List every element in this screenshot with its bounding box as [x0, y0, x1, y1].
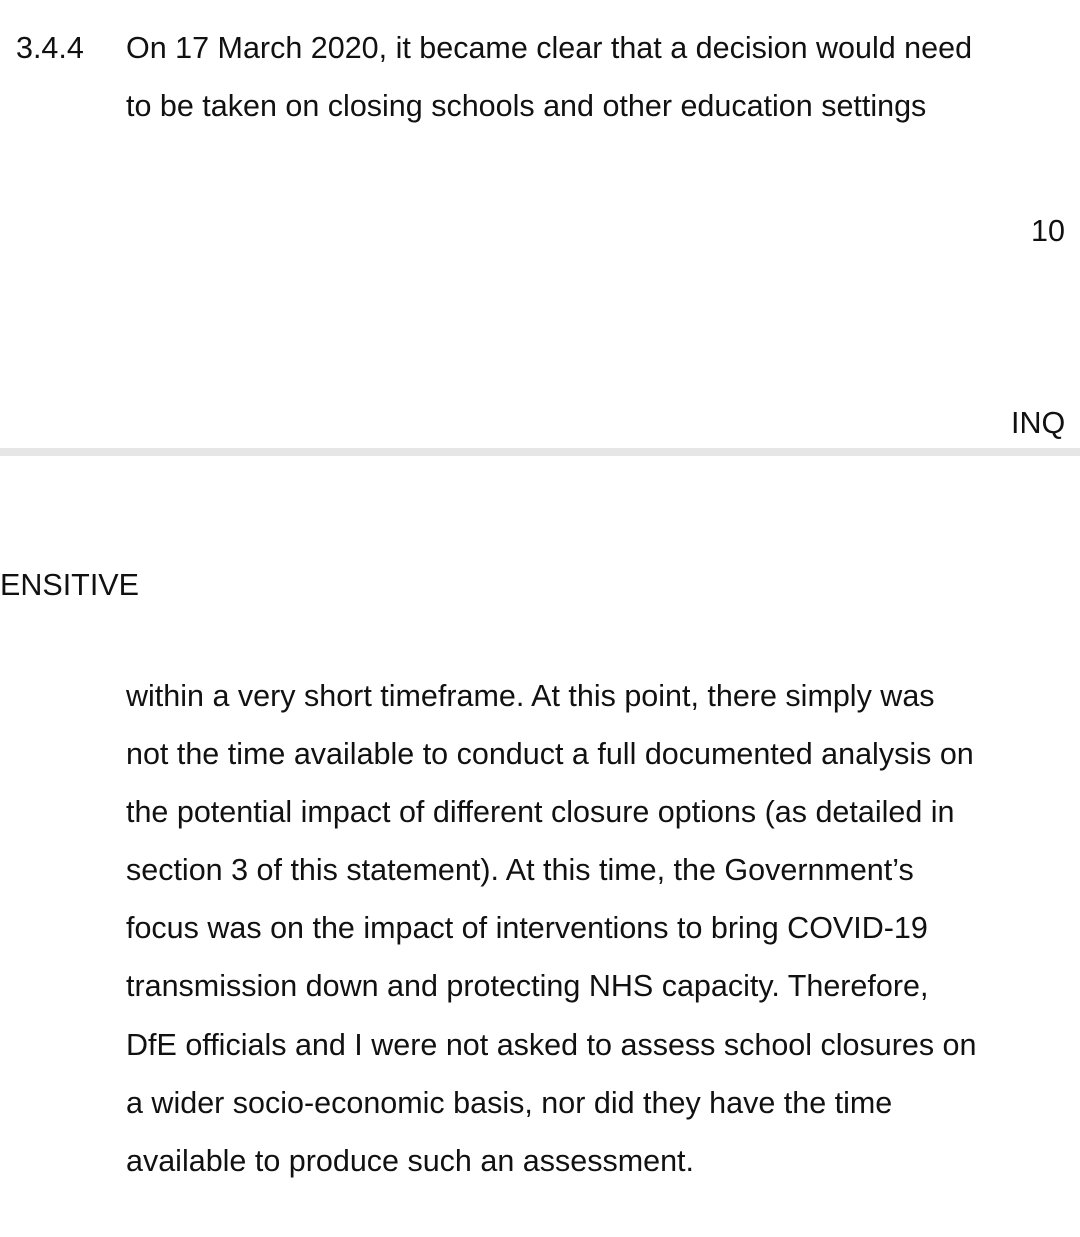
paragraph-line: not the time available to conduct a full documented analysis on: [126, 737, 974, 771]
paragraph-line: a wider socio-economic basis, nor did they have the time: [126, 1086, 893, 1120]
header-security-marking: ENSITIVE: [0, 568, 139, 602]
paragraph-line: the potential impact of different closure options (as detailed in: [126, 795, 955, 829]
paragraph-line: transmission down and protecting NHS capacity. Therefore,: [126, 969, 929, 1003]
paragraph-line: to be taken on closing schools and other education settings: [126, 89, 927, 123]
paragraph-line: available to produce such an assessment.: [126, 1144, 694, 1178]
page-number: 10: [1031, 214, 1065, 248]
paragraph-line: DfE officials and I were not asked to assess school closures on: [126, 1028, 977, 1062]
paragraph-number: 3.4.4: [16, 31, 84, 65]
page-separator: [0, 448, 1080, 456]
paragraph-line: On 17 March 2020, it became clear that a decision would need: [126, 31, 973, 65]
paragraph-line: focus was on the impact of interventions to bring COVID-19: [126, 911, 928, 945]
paragraph-line: within a very short timeframe. At this point, there simply was: [126, 679, 935, 713]
paragraph-line: section 3 of this statement). At this time, the Government’s: [126, 853, 914, 887]
footer-security-marking: INQ: [1011, 406, 1066, 440]
